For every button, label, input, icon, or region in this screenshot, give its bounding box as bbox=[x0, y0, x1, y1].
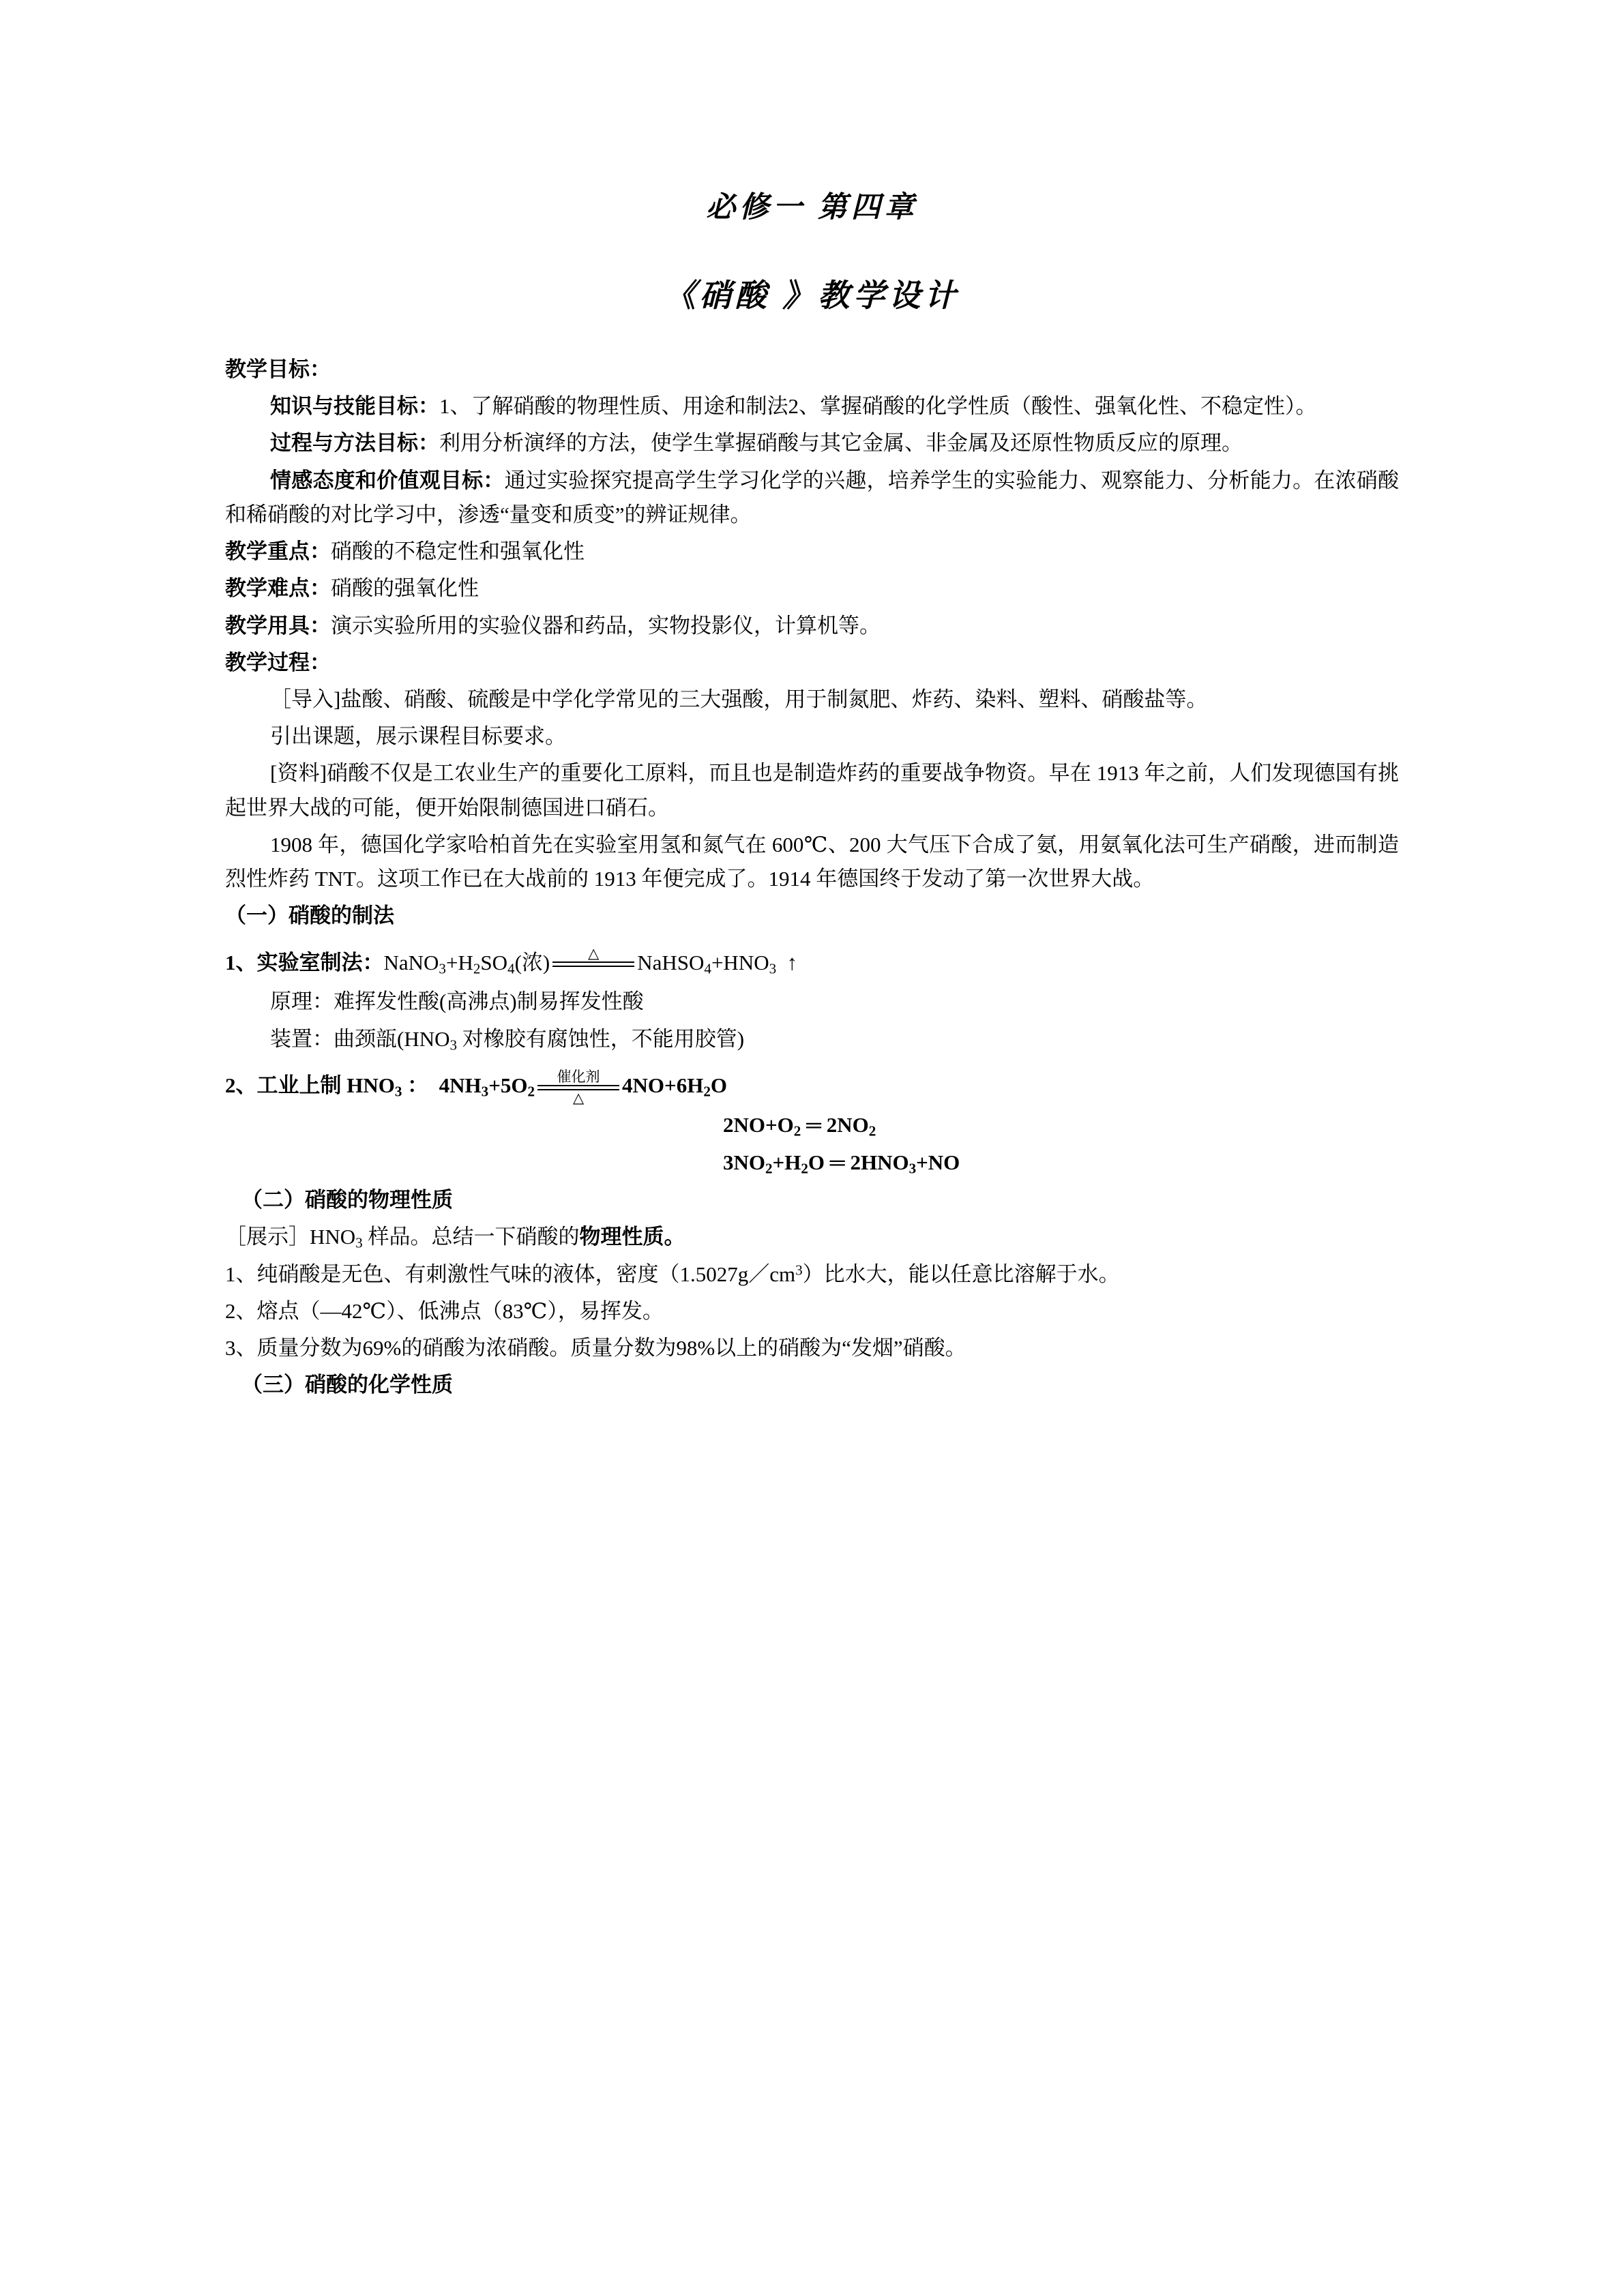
process-lead-line: 引出课题，展示课程目标要求。 bbox=[270, 724, 566, 749]
display-text: $HNO_3$ 样品。总结一下硝酸的 bbox=[310, 1225, 580, 1251]
key-point-line bbox=[225, 535, 1399, 569]
tools-text: 演示实验所用的实验仪器和药品，实物投影仪，计算机等。 bbox=[331, 613, 881, 638]
teaching-process-heading: 教学过程： bbox=[225, 650, 331, 674]
document-title: 必修一 第四章 bbox=[706, 192, 918, 224]
difficulty-label: 教学难点： bbox=[225, 576, 331, 601]
reaction-arrow-bottom-label bbox=[552, 968, 634, 982]
section-three-heading: （三）硝酸的化学性质 bbox=[241, 1373, 453, 1397]
industrial-preparation-label: 2、工业上制 $HNO_3$ ： bbox=[225, 1073, 429, 1100]
process-intro-text: 盐酸、硝酸、硫酸是中学化学常见的三大强酸，用于制氮肥、炸药、染料、塑料、硝酸盐等。 bbox=[340, 687, 1208, 711]
physical-property-1: 1、纯硝酸是无色、有刺激性气味的液体，密度$(1.5027g/cm^3)$比水大，能以任意比溶解于水。 bbox=[225, 1262, 1120, 1286]
process-material-tag: [资料] bbox=[270, 761, 327, 786]
industrial-equation-right: $4NO+6H_2O$ bbox=[622, 1073, 727, 1100]
tools-line bbox=[225, 609, 1399, 643]
lab-equation-left: $NaNO_3+H_2SO_4$(浓) bbox=[383, 950, 550, 976]
objective-process bbox=[225, 426, 1399, 460]
objective-knowledge-text: 1、了解硝酸的物理性质、用途和制法2、掌握硝酸的化学性质（酸性、强氧化性、不稳定性）。 bbox=[439, 394, 1317, 419]
tools-label: 教学用具： bbox=[225, 613, 331, 638]
reaction-arrow-top-label: △ bbox=[588, 945, 600, 962]
process-intro-tag: ［导入] bbox=[270, 687, 341, 711]
process-material-text: 硝酸不仅是工农业生产的重要化工原料，而且也是制造炸药的重要战争物资。早在 1913 年之前，人们发现德国有挑起世界大战的可能，便开始限制德国进口硝石。 bbox=[225, 761, 1399, 820]
industrial-preparation-line bbox=[225, 1069, 1399, 1105]
lab-principle: 原理：难挥发性酸(高沸点)制易挥发性酸 bbox=[270, 989, 644, 1014]
physical-property-2: 2、熔点（—42℃）、低沸点（83℃），易挥发。 bbox=[225, 1298, 664, 1323]
objective-knowledge bbox=[225, 389, 1399, 423]
difficulty-line bbox=[225, 571, 1399, 606]
reaction-arrow-catalyst-top-label: 催化剂 bbox=[557, 1068, 600, 1085]
document-subtitle: 《硝酸 》教学设计 bbox=[664, 278, 960, 313]
lab-preparation-line bbox=[225, 946, 1399, 983]
display-bold-text: 物理性质。 bbox=[579, 1225, 685, 1249]
objective-emotion-text: 通过实验探究提高学生学习化学的兴趣，培养学生的实验能力、观察能力、分析能力。在浓硝酸和稀硝酸的对比学习中，渗透“量变和质变”的辨证规律。 bbox=[225, 468, 1400, 526]
display-tag: ［展示］ bbox=[225, 1225, 310, 1249]
section-two-heading: （二）硝酸的物理性质 bbox=[241, 1187, 453, 1212]
reaction-arrow-catalyst-bottom-label: △ bbox=[572, 1089, 585, 1106]
reaction-arrow-bar bbox=[552, 961, 634, 967]
objective-process-label: 过程与方法目标： bbox=[270, 431, 439, 456]
process-intro bbox=[225, 683, 1399, 717]
lab-apparatus: 装置：曲颈瓿($HNO_3$ 对橡胶有腐蚀性，不能用胶管) bbox=[270, 1026, 745, 1053]
teaching-objectives-heading: 教学目标： bbox=[225, 357, 331, 381]
objective-knowledge-label: 知识与技能目标： bbox=[270, 394, 439, 419]
objective-process-text: 利用分析演绎的方法，使学生掌握硝酸与其它金属、非金属及还原性物质反应的原理。 bbox=[439, 431, 1243, 456]
industrial-equation-left: $4NH_3+5O_2$ bbox=[433, 1073, 535, 1100]
lab-preparation-label: 1、实验室制法： bbox=[225, 950, 384, 974]
equation-3: $3NO_2+H_2O$ ═ $2HNO_3+NO$ bbox=[723, 1150, 960, 1177]
key-point-text: 硝酸的不稳定性和强氧化性 bbox=[331, 539, 585, 564]
difficulty-text: 硝酸的强氧化性 bbox=[331, 576, 479, 601]
process-material bbox=[225, 756, 1399, 824]
objective-emotion-label: 情感态度和价值观目标： bbox=[270, 468, 505, 492]
reaction-arrow-catalyst-icon bbox=[537, 1070, 619, 1105]
section-one-heading: （一）硝酸的制法 bbox=[225, 904, 394, 928]
physical-property-3: 3、质量分数为69%的硝酸为浓硝酸。质量分数为98%以上的硝酸为“发烟”硝酸。 bbox=[225, 1335, 966, 1360]
equation-2: $2NO+O_2$ ═ $2NO_2$ bbox=[723, 1112, 876, 1139]
display-line bbox=[225, 1220, 1399, 1254]
spacer bbox=[225, 936, 1399, 946]
lab-equation-right: $NaHSO_4+HNO_3$ ↑ bbox=[637, 950, 798, 976]
spacer bbox=[225, 1059, 1399, 1069]
lab-notes bbox=[270, 985, 1399, 1056]
objective-emotion bbox=[225, 464, 1399, 532]
reaction-arrow-heat-icon bbox=[552, 946, 634, 982]
process-history: 1908 年，德国化学家哈柏首先在实验室用氢和氮气在 600℃、200 大气压下合成了氨，用氨氧化法可生产硝酸，进而制造烈性炸药 TNT。这项工作已在大战前的 1913 年便完成了。1914 年德国终于发动了第一次世界大战。 bbox=[225, 832, 1399, 891]
key-point-label: 教学重点： bbox=[225, 539, 331, 564]
